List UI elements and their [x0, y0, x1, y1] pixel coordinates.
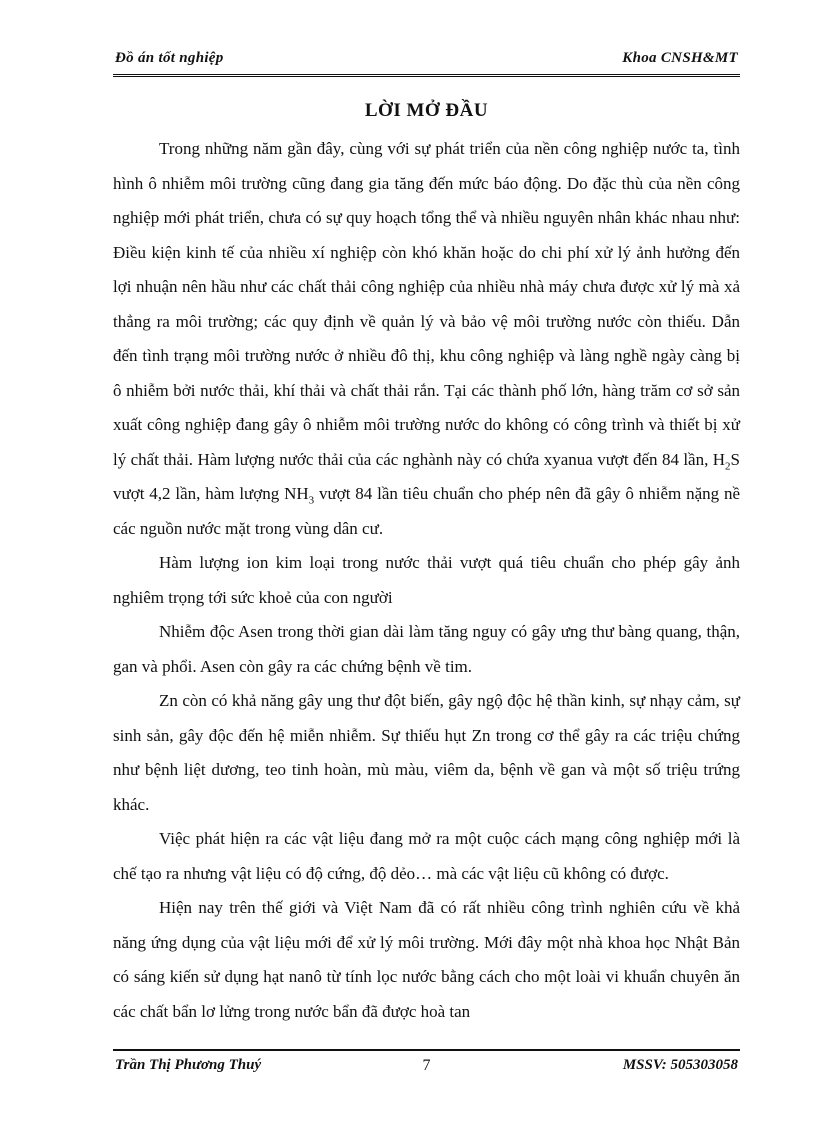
page-header	[113, 48, 740, 77]
paragraph-4: Zn còn có khả năng gây ung thư đột biến, gây ngộ độc hệ thần kinh, sự nhạy cảm, sự sinh sản, gây độc đến hệ miễn nhiễm. Sự thiếu hụt Zn trong cơ thể gây ra các triệu chứng như bệnh liệt dương, teo tinh hoàn, mù màu, viêm da, bệnh về gan và một số triệu trứng khác.	[113, 691, 740, 814]
paragraph-1-part-b: S vượt 4,2 lần, hàm lượng NH	[113, 449, 740, 503]
page-number: 7	[422, 1057, 431, 1074]
document-body	[113, 132, 740, 1029]
paragraph-1-part-a: Trong những năm gần đây, cùng với sự phát triển của nền công nghiệp nước ta, tình hình ô nhiễm môi trường cũng đang gia tăng đến mức báo động. Do đặc thù của nền công nghiệp mới phát triển, chưa có sự quy hoạch tổng thể và nhiều nguyên nhân khác nhau như: Điều kiện kinh tế của nhiều xí nghiệp còn khó khăn hoặc do chi phí xử lý ảnh hưởng đến lợi nhuận nên hầu như các chất thải công nghiệp của nhiều nhà máy chưa được xử lý mà xả thẳng ra môi trường; các quy định về quản lý và bảo vệ môi trường nước còn thiếu. Dẫn đến tình trạng môi trường nước ở nhiều đô thị, khu công nghiệp và làng nghề ngày càng bị ô nhiễm bởi nước thải, khí thải và chất thải rắn. Tại các thành phố lớn, hàng trăm cơ sở sản xuất công nghiệp đang gây ô nhiễm môi trường nước do không có công trình và thiết bị xử lý chất thải. Hàm lượng nước thải của các nghành này có chứa xyanua vượt đến 84 lần, H	[113, 139, 740, 469]
page-footer	[113, 1049, 740, 1081]
paragraph-3: Nhiễm độc Asen trong thời gian dài làm tăng nguy có gây ưng thư bàng quang, thận, gan và phổi. Asen còn gây ra các chứng bệnh về tim.	[113, 622, 740, 676]
paragraph-2: Hàm lượng ion kim loại trong nước thải vượt quá tiêu chuẩn cho phép gây ảnh nghiêm trọng tới sức khoẻ của con người	[113, 553, 740, 607]
header-faculty: Khoa CNSH&MT	[622, 50, 738, 66]
paragraph-6: Hiện nay trên thế giới và Việt Nam đã có rất nhiều công trình nghiên cứu về khả năng ứng dụng của vật liệu mới để xử lý môi trường. Mới đây một nhà khoa học Nhật Bản có sáng kiến sử dụng hạt nanô từ tính lọc nước bằng cách cho một loài vi khuẩn chuyên ăn các chất bẩn lơ lửng trong nước bẩn đã được hoà tan	[113, 898, 740, 1021]
paragraph-1	[113, 132, 740, 546]
h2s-subscript: 2	[725, 459, 731, 472]
paragraph-5: Việc phát hiện ra các vật liệu đang mở ra một cuộc cách mạng công nghiệp mới là chế tạo ra nhưng vật liệu có độ cứng, độ dẻo… mà các vật liệu cũ không có được.	[113, 829, 740, 883]
nh3-subscript: 3	[308, 494, 315, 507]
page-title: LỜI MỞ ĐẦU	[364, 100, 489, 121]
header-document-type: Đồ án tốt nghiệp	[115, 50, 224, 66]
paragraph-1-part-c: vượt 84 lần tiêu chuẩn cho phép nên đã gây ô nhiễm nặng nề các nguồn nước mặt trong vùng dân cư.	[113, 484, 740, 538]
footer-student-id: MSSV: 505303058	[622, 1057, 738, 1073]
footer-author: Trần Thị Phương Thuý	[115, 1057, 262, 1073]
